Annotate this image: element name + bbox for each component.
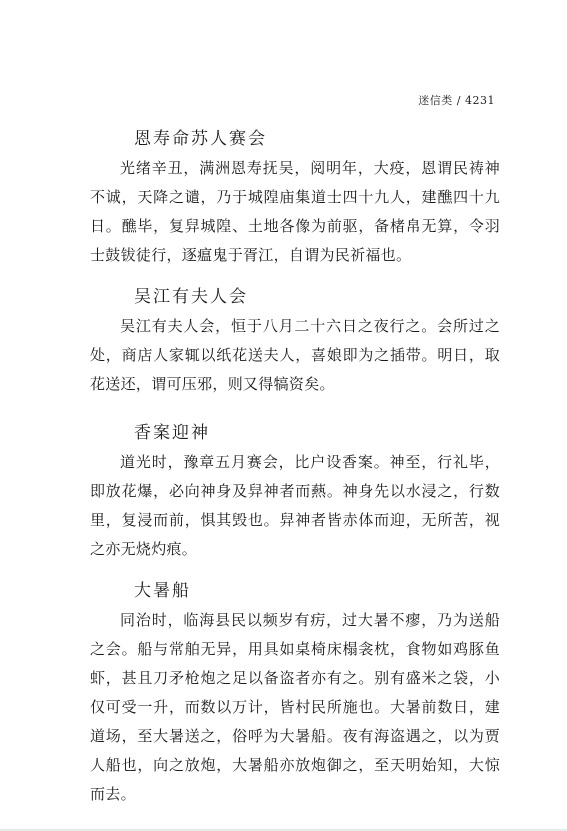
section-title: 恩寿命苏人赛会 [134,129,267,149]
page-header [418,92,495,108]
section-dashu-boat [90,578,500,809]
section-paragraph: 道光时，豫章五月赛会，比户设香案。神至，行礼毕，即放花爆，必向神身及舁神者而爇。神身先以水浸之，行数里，复浸而前，惧其毁也。舁神者皆赤体而迎，无所苦，视之亦无烧灼痕。 [90,453,500,558]
section-paragraph: 光绪辛丑，满洲恩寿抚吴，阅明年，大疫，恩谓民祷神不诚，天降之谴，乃于城隍庙集道士四十九人，建醮四十九日。醮毕，复舁城隍、土地各像为前驱，备楮帛无算，令羽士鼓钹徒行，逐瘟鬼于胥江，自谓为民祈福也。 [90,159,500,264]
section-paragraph: 吴江有夫人会，恒于八月二十六日之夜行之。会所过之处，商店人家辄以纸花送夫人，喜娘即为之插带。明日，取花送还，谓可压邪，则又得犒资矣。 [90,317,500,393]
section-paragraph: 同治时，临海县民以频岁有疠，过大暑不瘳，乃为送船之会。船与常舶无异，用具如桌椅床榻衾枕，食物如鸡豚鱼虾，甚且刀矛枪炮之足以备盗者亦有之。别有盛米之袋，小仅可受一升，而数以万计，皆村民所施也。大暑前数日，建道场，至大暑送之，俗呼为大暑船。夜有海盗遇之，以为贾人船也，向之放炮，大暑船亦放炮御之，至天明始知，大惊而去。 [90,611,500,803]
section-title: 大暑船 [134,581,191,601]
section-title: 香案迎神 [134,423,210,443]
section-incense-table [90,420,500,564]
running-head: 迷信类 [418,94,453,107]
section-wujiang-lady-festival [90,284,500,399]
section-enshou-procession [90,126,500,270]
header-separator: / [456,94,461,107]
section-title: 吴江有夫人会 [134,287,248,307]
page-number: 4231 [465,94,495,107]
